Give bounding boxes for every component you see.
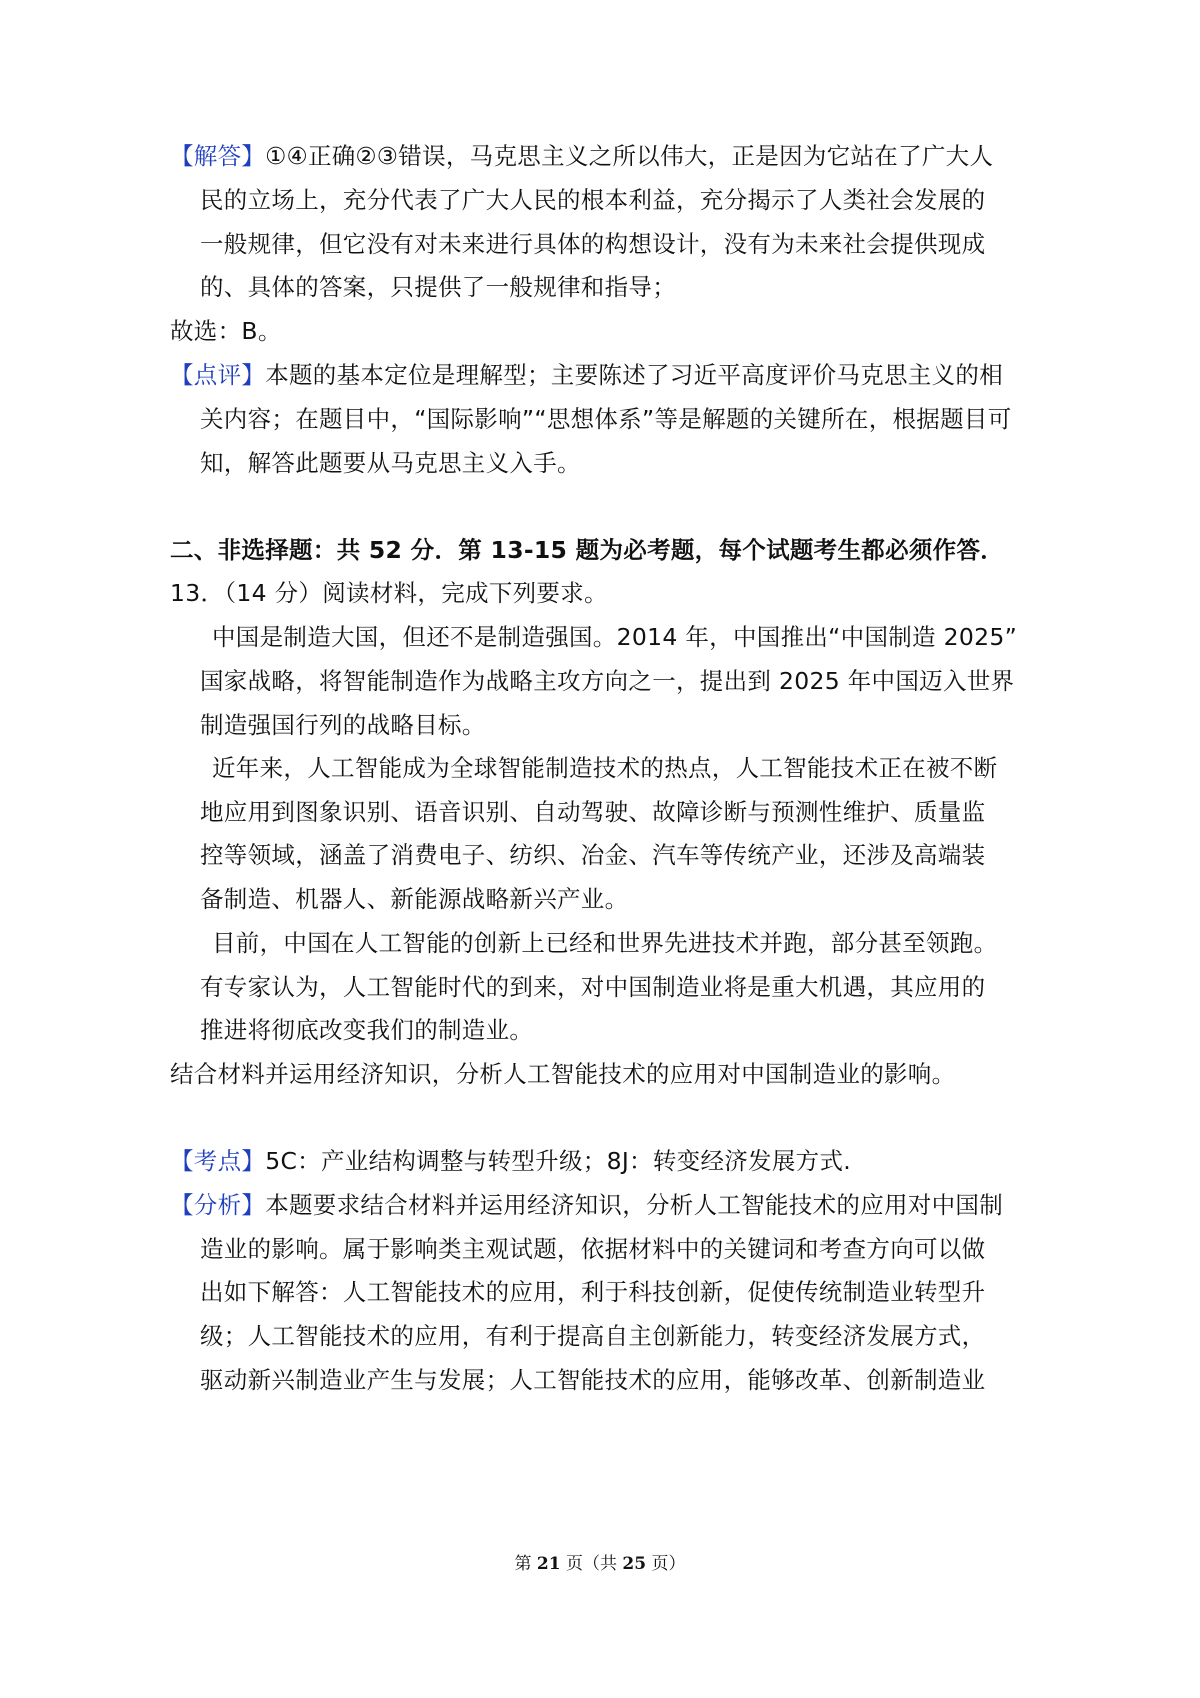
exam-point-line: 【考点】5C：产业结构调整与转型升级；8J：转变经济发展方式. bbox=[170, 1147, 852, 1175]
section-title: 二、非选择题：共 52 分．第 13-15 题为必考题，每个试题考生都必须作答． bbox=[170, 536, 1005, 564]
material-para2-line-2: 地应用到图象识别、语音识别、自动驾驶、故障诊断与预测性维护、质量监 bbox=[200, 798, 986, 826]
analysis-line-5: 驱动新兴制造业产生与发展；人工智能技术的应用，能够改革、创新制造业 bbox=[200, 1366, 986, 1394]
material-para2-line-1: 近年来，人工智能成为全球智能制造技术的热点，人工智能技术正在被不断 bbox=[212, 754, 998, 782]
material-para3-line-3: 推进将彻底改变我们的制造业。 bbox=[200, 1016, 534, 1044]
answer-label: 【解答】 bbox=[170, 142, 266, 170]
material-para2-line-3: 控等领域，涵盖了消费电子、纺织、冶金、汽车等传统产业，还涉及高端装 bbox=[200, 841, 986, 869]
review-label: 【点评】 bbox=[170, 361, 266, 389]
material-para3-line-2: 有专家认为，人工智能时代的到来，对中国制造业将是重大机遇，其应用的 bbox=[200, 973, 986, 1001]
question-header: 13．（14 分）阅读材料，完成下列要求。 bbox=[170, 579, 608, 607]
exam-point-label: 【考点】 bbox=[170, 1147, 266, 1175]
answer-line-2: 民的立场上，充分代表了广大人民的根本利益，充分揭示了人类社会发展的 bbox=[200, 186, 986, 214]
material-para1-line-2: 国家战略，将智能制造作为战略主攻方向之一，提出到 2025 年中国迈入世界 bbox=[200, 667, 1015, 695]
answer-choice: 故选：B。 bbox=[170, 317, 282, 345]
analysis-line-2: 造业的影响。属于影响类主观试题，依据材料中的关键词和考查方向可以做 bbox=[200, 1235, 986, 1263]
analysis-label: 【分析】 bbox=[170, 1191, 266, 1219]
material-para1-line-1: 中国是制造大国，但还不是制造强国。2014 年，中国推出“中国制造 2025” bbox=[212, 623, 1018, 651]
review-line-3: 知，解答此题要从马克思主义入手。 bbox=[200, 449, 581, 477]
review-line-1: 【点评】本题的基本定位是理解型；主要陈述了习近平高度评价马克思主义的相 bbox=[170, 361, 1004, 389]
answer-line-4: 的、具体的答案，只提供了一般规律和指导； bbox=[200, 273, 676, 301]
page-footer: 第 21 页（共 25 页） bbox=[514, 1554, 686, 1574]
material-para2-line-4: 备制造、机器人、新能源战略新兴产业。 bbox=[200, 885, 629, 913]
material-para3-line-1: 目前，中国在人工智能的创新上已经和世界先进技术并跑，部分甚至领跑。 bbox=[212, 929, 998, 957]
question-task: 结合材料并运用经济知识，分析人工智能技术的应用对中国制造业的影响。 bbox=[170, 1060, 956, 1088]
analysis-line-3: 出如下解答：人工智能技术的应用，利于科技创新，促使传统制造业转型升 bbox=[200, 1278, 986, 1306]
analysis-line-4: 级；人工智能技术的应用，有利于提高自主创新能力，转变经济发展方式， bbox=[200, 1322, 986, 1350]
total-page-number: 25 bbox=[622, 1554, 647, 1574]
current-page-number: 21 bbox=[536, 1554, 561, 1574]
answer-line-1: 【解答】①④正确②③错误，马克思主义之所以伟大，正是因为它站在了广大人 bbox=[170, 142, 994, 170]
analysis-line-1: 【分析】本题要求结合材料并运用经济知识，分析人工智能技术的应用对中国制 bbox=[170, 1191, 1004, 1219]
material-para1-line-3: 制造强国行列的战略目标。 bbox=[200, 711, 486, 739]
review-line-2: 关内容；在题目中，“国际影响”“思想体系”等是解题的关键所在，根据题目可 bbox=[200, 405, 1012, 433]
answer-line-3: 一般规律，但它没有对未来进行具体的构想设计，没有为未来社会提供现成 bbox=[200, 230, 986, 258]
